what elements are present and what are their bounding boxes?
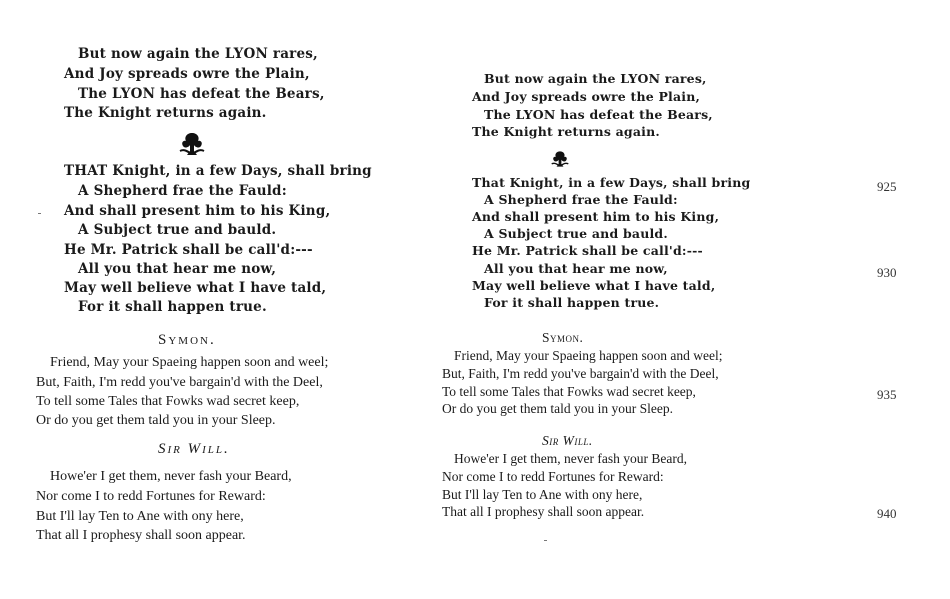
verse-line: A Subject true and bauld. [78, 222, 277, 238]
thistle-ornament-icon [178, 131, 206, 157]
verse-line: But now again the LYON rares, [484, 71, 707, 86]
verse-line: And shall present him to his King, [472, 209, 720, 224]
verse-line: And Joy spreads owre the Plain, [64, 66, 310, 82]
verse-line: A Shepherd frae the Fauld: [484, 192, 678, 207]
speaker-name: Symon. [158, 332, 216, 348]
verse-line: But now again the LYON rares, [78, 46, 318, 62]
verse-line: Nor come I to redd Fortunes for Reward: [36, 489, 266, 504]
line-number: 940 [877, 506, 897, 521]
verse-line: All you that hear me now, [484, 261, 668, 276]
speaker-name: Symon. [542, 330, 584, 345]
thistle-ornament-icon [550, 150, 570, 168]
verse-line: Or do you get them tald you in your Sleep. [36, 413, 276, 428]
ink-speck [38, 213, 41, 214]
verse-line: Friend, May your Spaeing happen soon and weel; [50, 355, 329, 370]
verse-line: Friend, May your Spaeing happen soon and weel; [454, 348, 723, 363]
verse-line: Or do you get them tald you in your Sleep. [442, 401, 673, 416]
verse-line: A Shepherd frae the Fauld: [78, 183, 287, 199]
verse-line: But I'll lay Ten to Ane with ony here, [36, 509, 244, 524]
line-number: 925 [877, 179, 897, 194]
verse-line: But I'll lay Ten to Ane with ony here, [442, 487, 643, 502]
speaker-name: Sir Will. [542, 433, 593, 448]
verse-line: That Knight, in a few Days, shall bring [472, 175, 751, 190]
verse-line: The LYON has defeat the Bears, [484, 107, 713, 122]
verse-line: To tell some Tales that Fowks wad secret keep, [36, 394, 300, 409]
verse-line: All you that hear me now, [78, 261, 277, 277]
verse-line: THAT Knight, in a few Days, shall bring [64, 163, 372, 179]
verse-line: For it shall happen true. [484, 295, 660, 310]
facsimile-page [0, 0, 430, 599]
speaker-name: Sir Will. [158, 441, 230, 457]
verse-line: For it shall happen true. [78, 299, 267, 315]
verse-line: And shall present him to his King, [64, 203, 331, 219]
verse-line: That all I prophesy shall soon appear. [442, 504, 645, 519]
verse-line: He Mr. Patrick shall be call'd:--- [472, 243, 703, 258]
verse-line: May well believe what I have tald, [64, 280, 327, 296]
verse-line: He Mr. Patrick shall be call'd:--- [64, 242, 313, 258]
line-number: 935 [877, 387, 897, 402]
verse-line: Howe'er I get them, never fash your Beard, [454, 451, 687, 466]
verse-line: Nor come I to redd Fortunes for Reward: [442, 469, 664, 484]
ink-speck [544, 540, 547, 541]
verse-line: The LYON has defeat the Bears, [78, 86, 325, 102]
verse-line: A Subject true and bauld. [484, 226, 668, 241]
verse-line: But, Faith, I'm redd you've bargain'd with the Deel, [442, 366, 719, 381]
line-number: 930 [877, 265, 897, 280]
transcription-page [430, 0, 950, 599]
verse-line: May well believe what I have tald, [472, 278, 716, 293]
verse-line: And Joy spreads owre the Plain, [472, 89, 701, 104]
verse-line: The Knight returns again. [64, 105, 267, 121]
verse-line: That all I prophesy shall soon appear. [36, 528, 246, 543]
verse-line: To tell some Tales that Fowks wad secret keep, [442, 384, 696, 399]
verse-line: The Knight returns again. [472, 124, 660, 139]
verse-line: Howe'er I get them, never fash your Beard, [50, 469, 292, 484]
verse-line: But, Faith, I'm redd you've bargain'd with the Deel, [36, 375, 323, 390]
